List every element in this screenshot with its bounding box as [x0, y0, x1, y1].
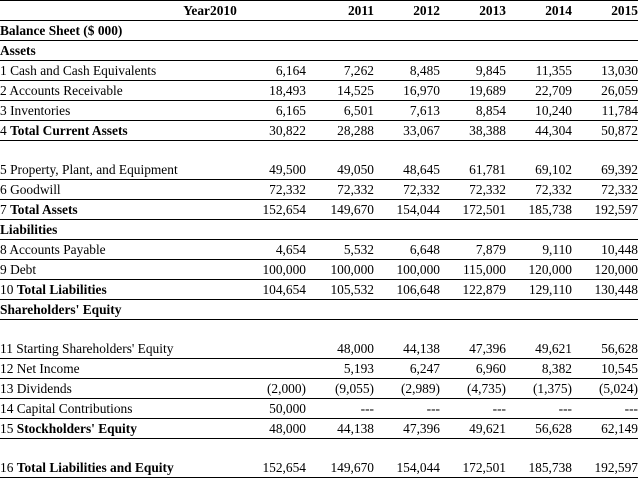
value-cell-2013: 9,845 — [440, 61, 506, 81]
year-2012: 2012 — [374, 1, 440, 21]
value-cell-2013: 61,781 — [440, 141, 506, 180]
value-cell-2015: 120,000 — [572, 260, 638, 280]
value-cell-2010: 72,332 — [210, 180, 308, 200]
value-cell-2010: 4,654 — [210, 240, 308, 260]
line-number: 15 — [0, 421, 14, 436]
line-text: Stockholders' Equity — [16, 421, 137, 436]
line-text: Total Liabilities — [16, 282, 107, 297]
line-item-label — [0, 180, 210, 200]
value-cell-2011: 5,193 — [308, 359, 374, 379]
line-item-label — [0, 61, 210, 81]
year-2015: 2015 — [572, 1, 638, 21]
value-cell-2012: 48,645 — [374, 141, 440, 180]
value-cell-2014: 49,621 — [506, 320, 572, 359]
sheet-title: Balance Sheet ($ 000) — [0, 21, 638, 41]
value-cell-2010: 6,165 — [210, 101, 308, 121]
section-row — [0, 41, 638, 61]
value-cell-2015: 10,545 — [572, 359, 638, 379]
value-cell-2012: 8,485 — [374, 61, 440, 81]
line-item-label — [0, 320, 210, 359]
line-text: Property, Plant, and Equipment — [10, 162, 178, 177]
line-text: Total Assets — [10, 202, 78, 217]
year-2010: 2010 — [210, 1, 308, 21]
line-item-label — [0, 81, 210, 101]
line-text: Total Liabilities and Equity — [16, 460, 174, 475]
section-label: Liabilities — [0, 220, 638, 240]
value-cell-2014: 44,304 — [506, 121, 572, 141]
value-cell-2010: 152,654 — [210, 200, 308, 220]
value-cell-2013: 19,689 — [440, 81, 506, 101]
value-cell-2012: 16,970 — [374, 81, 440, 101]
value-cell-2010 — [210, 359, 308, 379]
value-cell-2013: 122,879 — [440, 280, 506, 300]
line-item-label — [0, 439, 210, 478]
value-cell-2014: 22,709 — [506, 81, 572, 101]
value-cell-2015: 13,030 — [572, 61, 638, 81]
line-item-label — [0, 200, 210, 220]
value-cell-2013: 172,501 — [440, 439, 506, 478]
line-number: 14 — [0, 401, 14, 416]
value-cell-2011: 28,288 — [308, 121, 374, 141]
line-item-row — [0, 240, 638, 260]
line-item-row — [0, 101, 638, 121]
title-row — [0, 21, 638, 41]
line-item-row — [0, 200, 638, 220]
value-cell-2010: 104,654 — [210, 280, 308, 300]
line-item-label — [0, 359, 210, 379]
value-cell-2014: --- — [506, 399, 572, 419]
line-text: Debt — [10, 262, 37, 277]
line-text: Starting Shareholders' Equity — [16, 341, 174, 356]
line-item-row — [0, 280, 638, 300]
value-cell-2015: (5,024) — [572, 379, 638, 399]
value-cell-2014: 185,738 — [506, 200, 572, 220]
value-cell-2011: 44,138 — [308, 419, 374, 439]
year-2011: 2011 — [308, 1, 374, 21]
header-row — [0, 1, 638, 21]
value-cell-2014: 120,000 — [506, 260, 572, 280]
line-item-label — [0, 280, 210, 300]
line-number: 6 — [0, 182, 7, 197]
value-cell-2013: 47,396 — [440, 320, 506, 359]
value-cell-2014: 56,628 — [506, 419, 572, 439]
value-cell-2015: --- — [572, 399, 638, 419]
value-cell-2012: 7,613 — [374, 101, 440, 121]
value-cell-2010: 152,654 — [210, 439, 308, 478]
value-cell-2013: 8,854 — [440, 101, 506, 121]
section-label: Shareholders' Equity — [0, 300, 638, 320]
line-number: 3 — [0, 103, 7, 118]
value-cell-2012: 47,396 — [374, 419, 440, 439]
value-cell-2014: 8,382 — [506, 359, 572, 379]
line-item-label — [0, 141, 210, 180]
value-cell-2011: 105,532 — [308, 280, 374, 300]
section-label: Assets — [0, 41, 638, 61]
line-text: Capital Contributions — [16, 401, 133, 416]
value-cell-2011: 7,262 — [308, 61, 374, 81]
value-cell-2014: 69,102 — [506, 141, 572, 180]
value-cell-2012: 106,648 — [374, 280, 440, 300]
year-2013: 2013 — [440, 1, 506, 21]
value-cell-2012: 100,000 — [374, 260, 440, 280]
line-item-label — [0, 240, 210, 260]
value-cell-2011: 5,532 — [308, 240, 374, 260]
value-cell-2012: 6,648 — [374, 240, 440, 260]
value-cell-2013: 7,879 — [440, 240, 506, 260]
value-cell-2013: 72,332 — [440, 180, 506, 200]
value-cell-2012: --- — [374, 399, 440, 419]
value-cell-2015: 56,628 — [572, 320, 638, 359]
value-cell-2010: 30,822 — [210, 121, 308, 141]
value-cell-2011: --- — [308, 399, 374, 419]
line-item-label — [0, 379, 210, 399]
value-cell-2012: 44,138 — [374, 320, 440, 359]
value-cell-2013: 38,388 — [440, 121, 506, 141]
value-cell-2011: 72,332 — [308, 180, 374, 200]
value-cell-2010: 100,000 — [210, 260, 308, 280]
line-item-row — [0, 141, 638, 180]
line-item-row — [0, 379, 638, 399]
line-item-row — [0, 121, 638, 141]
value-cell-2015: 10,448 — [572, 240, 638, 260]
value-cell-2012: 6,247 — [374, 359, 440, 379]
line-item-row — [0, 359, 638, 379]
line-text: Dividends — [16, 381, 72, 396]
line-item-row — [0, 81, 638, 101]
line-number: 5 — [0, 162, 7, 177]
line-item-row — [0, 180, 638, 200]
value-cell-2015: 69,392 — [572, 141, 638, 180]
value-cell-2010: (2,000) — [210, 379, 308, 399]
value-cell-2011: (9,055) — [308, 379, 374, 399]
value-cell-2011: 6,501 — [308, 101, 374, 121]
line-item-label — [0, 121, 210, 141]
line-text: Total Current Assets — [10, 123, 128, 138]
value-cell-2015: 11,784 — [572, 101, 638, 121]
value-cell-2014: 185,738 — [506, 439, 572, 478]
line-number: 7 — [0, 202, 7, 217]
line-number: 8 — [0, 242, 7, 257]
line-number: 9 — [0, 262, 7, 277]
line-item-row — [0, 61, 638, 81]
line-text: Accounts Receivable — [9, 83, 123, 98]
value-cell-2010: 50,000 — [210, 399, 308, 419]
line-number: 16 — [0, 460, 14, 475]
line-item-label — [0, 399, 210, 419]
value-cell-2015: 192,597 — [572, 200, 638, 220]
value-cell-2011: 14,525 — [308, 81, 374, 101]
value-cell-2013: 115,000 — [440, 260, 506, 280]
line-number: 4 — [0, 123, 7, 138]
value-cell-2015: 192,597 — [572, 439, 638, 478]
value-cell-2011: 48,000 — [308, 320, 374, 359]
line-number: 10 — [0, 282, 14, 297]
line-text: Inventories — [10, 103, 71, 118]
value-cell-2011: 100,000 — [308, 260, 374, 280]
line-item-label — [0, 101, 210, 121]
line-item-label — [0, 260, 210, 280]
value-cell-2014: 10,240 — [506, 101, 572, 121]
value-cell-2013: 49,621 — [440, 419, 506, 439]
line-text: Cash and Cash Equivalents — [10, 63, 157, 78]
value-cell-2011: 49,050 — [308, 141, 374, 180]
line-number: 13 — [0, 381, 14, 396]
value-cell-2010: 48,000 — [210, 419, 308, 439]
value-cell-2014: 129,110 — [506, 280, 572, 300]
line-item-label — [0, 419, 210, 439]
value-cell-2014: 9,110 — [506, 240, 572, 260]
value-cell-2010: 49,500 — [210, 141, 308, 180]
line-item-row — [0, 439, 638, 478]
value-cell-2015: 130,448 — [572, 280, 638, 300]
value-cell-2012: (2,989) — [374, 379, 440, 399]
value-cell-2013: (4,735) — [440, 379, 506, 399]
value-cell-2010: 6,164 — [210, 61, 308, 81]
year-2014: 2014 — [506, 1, 572, 21]
section-row — [0, 220, 638, 240]
value-cell-2015: 50,872 — [572, 121, 638, 141]
value-cell-2015: 72,332 — [572, 180, 638, 200]
value-cell-2010: 18,493 — [210, 81, 308, 101]
line-item-row — [0, 260, 638, 280]
line-text: Goodwill — [10, 182, 61, 197]
line-text: Net Income — [16, 361, 80, 376]
line-number: 12 — [0, 361, 14, 376]
value-cell-2015: 62,149 — [572, 419, 638, 439]
value-cell-2013: 172,501 — [440, 200, 506, 220]
value-cell-2013: 6,960 — [440, 359, 506, 379]
line-item-row — [0, 419, 638, 439]
value-cell-2014: (1,375) — [506, 379, 572, 399]
value-cell-2012: 154,044 — [374, 439, 440, 478]
value-cell-2012: 72,332 — [374, 180, 440, 200]
year-label: Year — [0, 1, 210, 21]
section-row — [0, 300, 638, 320]
value-cell-2013: --- — [440, 399, 506, 419]
line-item-row — [0, 399, 638, 419]
value-cell-2012: 154,044 — [374, 200, 440, 220]
value-cell-2015: 26,059 — [572, 81, 638, 101]
value-cell-2010 — [210, 320, 308, 359]
value-cell-2011: 149,670 — [308, 200, 374, 220]
line-number: 1 — [0, 63, 7, 78]
line-text: Accounts Payable — [9, 242, 106, 257]
value-cell-2014: 11,355 — [506, 61, 572, 81]
line-item-row — [0, 320, 638, 359]
value-cell-2014: 72,332 — [506, 180, 572, 200]
value-cell-2012: 33,067 — [374, 121, 440, 141]
line-number: 11 — [0, 341, 13, 356]
line-number: 2 — [0, 83, 7, 98]
value-cell-2011: 149,670 — [308, 439, 374, 478]
